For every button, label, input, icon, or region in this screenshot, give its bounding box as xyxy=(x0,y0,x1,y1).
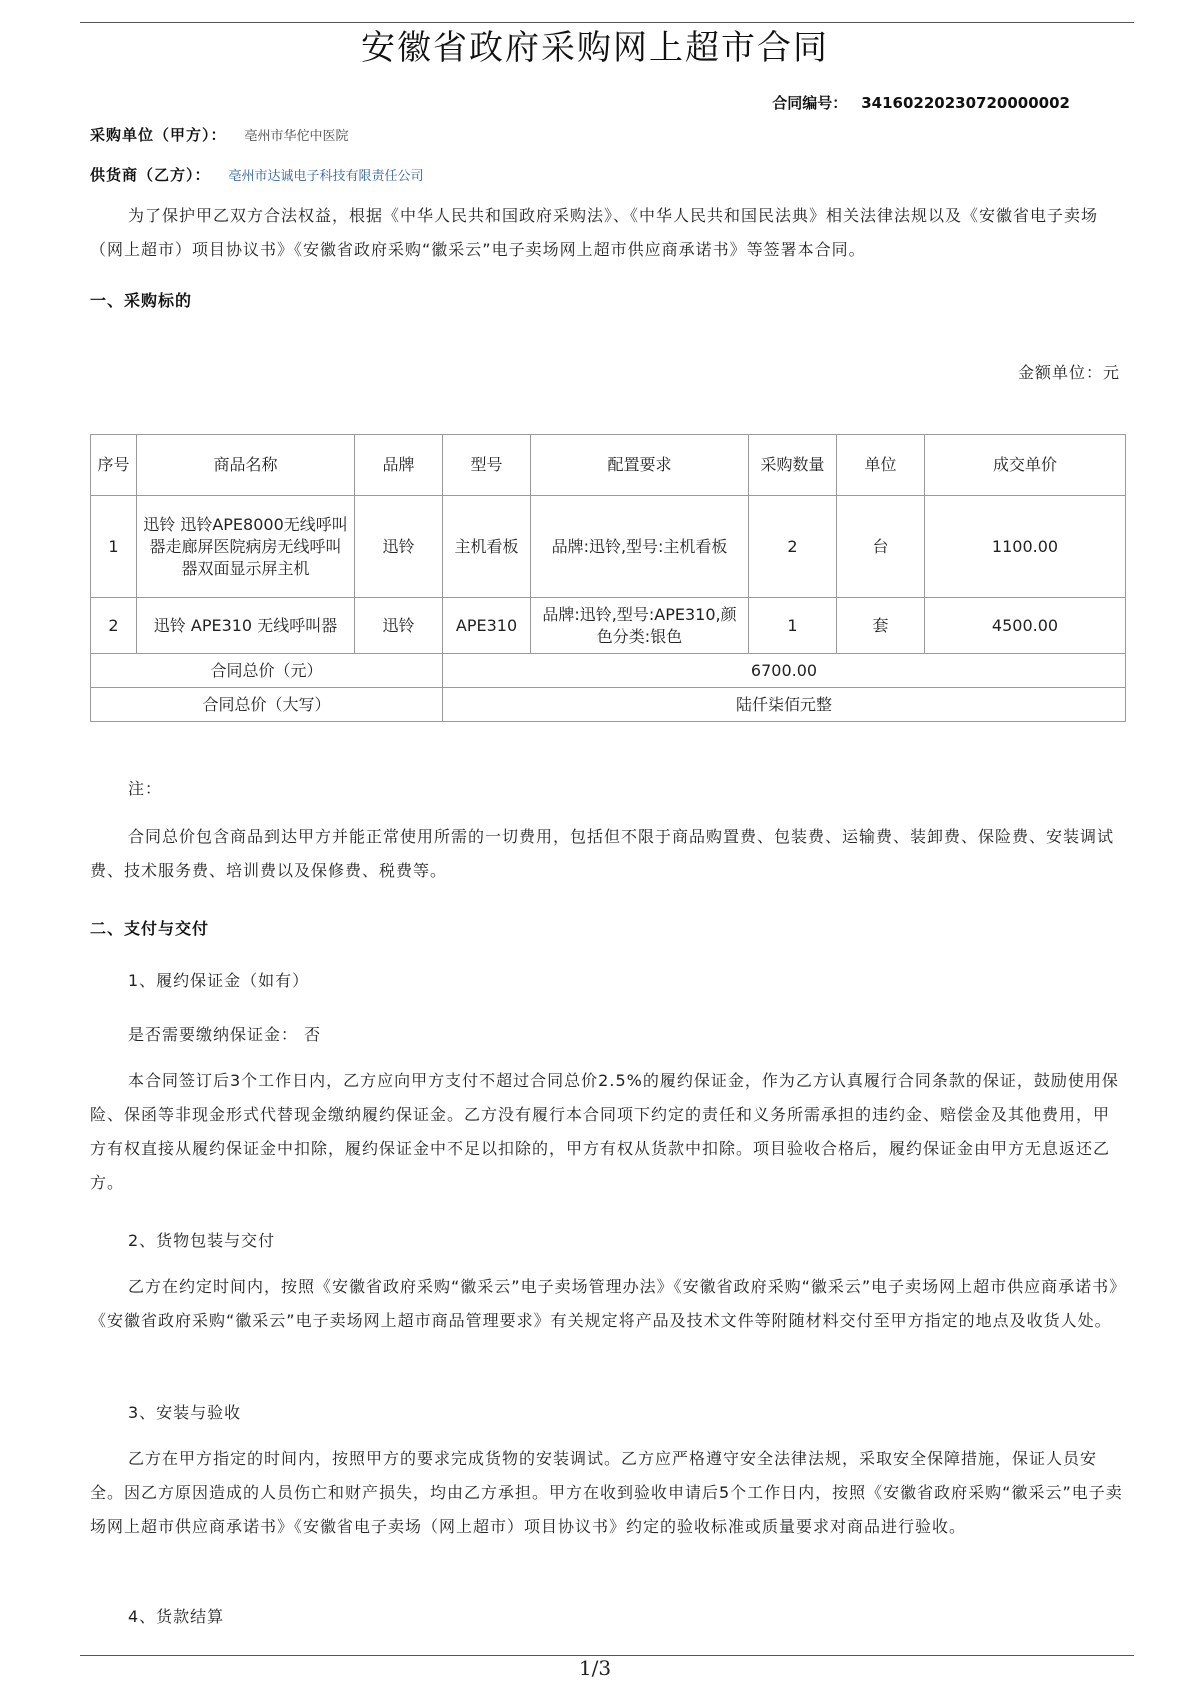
col-header-name: 商品名称 xyxy=(137,435,355,496)
payment-title: 4、货款结算 xyxy=(128,1607,225,1626)
supplier-value[interactable]: 亳州市达诚电子科技有限责任公司 xyxy=(228,169,424,184)
delivery-paragraph xyxy=(90,1270,1125,1338)
deposit-title: 1、履约保证金（如有） xyxy=(128,971,310,990)
note-text: 合同总价包含商品到达甲方并能正常使用所需的一切费用，包括但不限于商品购置费、包装费、运输费、装卸费、保险费、安装调试费、技术服务费、培训费以及保修费、税费等。 xyxy=(90,827,1115,880)
cell-name: 迅铃 APE310 无线呼叫器 xyxy=(137,598,355,654)
total-row xyxy=(91,654,1126,688)
supplier-label: 供货商（乙方）： xyxy=(90,166,211,184)
table-row xyxy=(91,496,1126,598)
page-number: 1/3 xyxy=(578,1656,612,1680)
cell-brand: 迅铃 xyxy=(355,496,443,598)
intro-text: 为了保护甲乙双方合法权益，根据《中华人民共和国政府采购法》、《中华人民共和国民法典》相关法律法规以及《安徽省电子卖场（网上超市）项目协议书》《安徽省政府采购“徽采云”电子卖场网上超市供应商承诺书》等签署本合同。 xyxy=(90,206,1099,259)
cell-config: 品牌:迅铃,型号:主机看板 xyxy=(531,496,749,598)
acceptance-paragraph xyxy=(90,1442,1125,1544)
cell-no: 2 xyxy=(91,598,137,654)
contract-number-label: 合同编号： xyxy=(772,94,848,112)
cell-no: 1 xyxy=(91,496,137,598)
acceptance-text: 乙方在甲方指定的时间内，按照甲方的要求完成货物的安装调试。乙方应严格遵守安全法律法规，采取安全保障措施，保证人员安全。因乙方原因造成的人员伤亡和财产损失，均由乙方承担。甲方在收到验收申请后5个工作日内，按照《安徽省政府采购“徽采云”电子卖场网上超市供应商承诺书》《安徽省电子卖场（网上超市）项目协议书》约定的验收标准或质量要求对商品进行验收。 xyxy=(90,1449,1123,1536)
note-paragraph xyxy=(90,820,1125,888)
deposit-text: 本合同签订后3个工作日内，乙方应向甲方支付不超过合同总价2.5%的履约保证金，作为乙方认真履行合同条款的保证，鼓励使用保险、保函等非现金形式代替现金缴纳履约保证金。乙方没有履行本合同项下约定的责任和义务所需承担的违约金、赔偿金及其他费用，甲方有权直接从履约保证金中扣除，履约保证金中不足以扣除的，甲方有权从货款中扣除。项目验收合格后，履约保证金由甲方无息返还乙方。 xyxy=(90,1071,1119,1192)
col-header-unit: 单位 xyxy=(837,435,925,496)
acceptance-title: 3、安装与验收 xyxy=(128,1403,242,1422)
cell-brand: 迅铃 xyxy=(355,598,443,654)
cell-unit: 套 xyxy=(837,598,925,654)
document-title: 安徽省政府采购网上超市合同 xyxy=(361,28,829,68)
buyer-row xyxy=(90,124,349,145)
cell-config: 品牌:迅铃,型号:APE310,颜色分类:银色 xyxy=(531,598,749,654)
table-row xyxy=(91,598,1126,654)
supplier-row xyxy=(90,164,424,185)
cell-price: 4500.00 xyxy=(925,598,1126,654)
note-label: 注： xyxy=(128,779,163,798)
col-header-price: 成交单价 xyxy=(925,435,1126,496)
col-header-config: 配置要求 xyxy=(531,435,749,496)
cell-model: APE310 xyxy=(443,598,531,654)
cell-name: 迅铃 迅铃APE8000无线呼叫器走廊屏医院病房无线呼叫器双面显示屏主机 xyxy=(137,496,355,598)
col-header-model: 型号 xyxy=(443,435,531,496)
table-header-row xyxy=(91,435,1126,496)
deposit-paragraph xyxy=(90,1064,1125,1200)
total-upper-row xyxy=(91,688,1126,722)
cell-unit: 台 xyxy=(837,496,925,598)
total-label: 合同总价（元） xyxy=(91,654,443,688)
cell-qty: 1 xyxy=(749,598,837,654)
contract-number xyxy=(772,92,1070,113)
cell-model: 主机看板 xyxy=(443,496,531,598)
delivery-text: 乙方在约定时间内，按照《安徽省政府采购“徽采云”电子卖场管理办法》《安徽省政府采购“徽采云”电子卖场网上超市供应商承诺书》《安徽省政府采购“徽采云”电子卖场网上超市商品管理要求》有关规定将产品及技术文件等附随材料交付至甲方指定的地点及收货人处。 xyxy=(90,1277,1119,1330)
intro-paragraph xyxy=(90,199,1125,267)
col-header-brand: 品牌 xyxy=(355,435,443,496)
total-value: 6700.00 xyxy=(443,654,1126,688)
items-table xyxy=(90,434,1126,722)
total-upper-value: 陆仟柒佰元整 xyxy=(443,688,1126,722)
buyer-label: 采购单位（甲方）： xyxy=(90,126,227,144)
amount-unit-note: 金额单位：元 xyxy=(1017,363,1120,382)
section-2-heading: 二、支付与交付 xyxy=(90,919,210,938)
buyer-value: 亳州市华佗中医院 xyxy=(244,129,349,144)
cell-qty: 2 xyxy=(749,496,837,598)
section-1-heading: 一、采购标的 xyxy=(90,291,193,310)
contract-number-value: 34160220230720000002 xyxy=(861,94,1070,112)
deposit-question: 是否需要缴纳保证金： 否 xyxy=(128,1025,322,1044)
total-upper-label: 合同总价（大写） xyxy=(91,688,443,722)
col-header-qty: 采购数量 xyxy=(749,435,837,496)
cell-price: 1100.00 xyxy=(925,496,1126,598)
col-header-no: 序号 xyxy=(91,435,137,496)
delivery-title: 2、货物包装与交付 xyxy=(128,1231,276,1250)
